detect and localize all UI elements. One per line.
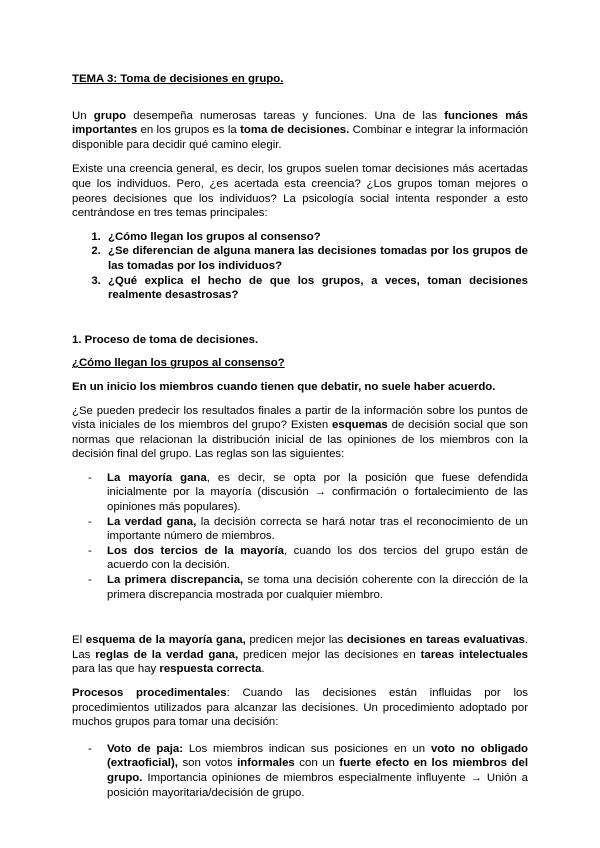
- rule-item: - La verdad gana, la decisión correcta se hará notar tras el reconocimiento de un importante número de miembros.: [72, 515, 528, 544]
- intro-paragraph-1: Un grupo desempeña numerosas tareas y funciones. Una de las funciones más importantes en los grupos es la toma de decisiones. Combinar e integrar la información disponible para decidir qué camino elegir.: [72, 109, 529, 151]
- document-title: TEMA 3: Toma de decisiones en grupo.: [72, 73, 284, 85]
- section-heading: 1. Proceso de toma de decisiones.: [72, 333, 259, 346]
- rule-item: - Los dos tercios de la mayoría, cuando los dos tercios del grupo están de acuerdo con la decisión.: [72, 544, 528, 573]
- intro-paragraph-2: Existe una creencia general, es decir, los grupos suelen tomar decisiones más acertadas que los individuos. Pero, ¿es acertada esta creencia? ¿Los grupos toman mejores o peores decisiones que los individuos? La psicología social intenta responder a esto centrándose en tres temas principales:: [72, 163, 528, 220]
- section-subheading: ¿Cómo llegan los grupos al consenso?: [72, 357, 285, 370]
- procedural-processes-paragraph: Procesos procedimentales: Cuando las decisiones están influidas por los procedimientos utilizados para alcanzar las decisiones. Un procedimiento adoptado por muchos grupos para tomar una decisión:: [72, 687, 529, 729]
- question-item: 3. ¿Qué explica el hecho de que los grupos, a veces, toman decisiones realmente desastrosas?: [104, 274, 528, 303]
- question-item: 2. ¿Se diferencian de alguna manera las decisiones tomadas por los grupos de las tomadas por los individuos?: [104, 244, 528, 273]
- questions-list: [72, 230, 528, 303]
- schemes-paragraph: ¿Se pueden predecir los resultados finales a partir de la información sobre los puntos de vista iniciales de los miembros del grupo? Existen esquemas de decisión social que son normas que relacionan la distribución inicial de las opiniones de los miembros con la decisión final del grupo. Las reglas son las siguientes:: [72, 404, 528, 461]
- procedures-list: [72, 742, 528, 800]
- rule-item: - La mayoría gana, es decir, se opta por la posición que fuese defendida inicialmente por la mayoría (discusión → confirmación o fortalecimiento de las opiniones más populares).: [72, 471, 528, 515]
- bold-statement: En un inicio los miembros cuando tienen que debatir, no suele haber acuerdo.: [72, 380, 496, 393]
- document-content: [72, 68, 528, 800]
- procedure-item: - Voto de paja: Los miembros indican sus posiciones en un voto no obligado (extraoficial), son votos informales con un fuerte efecto en los miembros del grupo. Importancia opiniones de miembros especialmente influyente → Unión a posición mayoritaria/decisión de grupo.: [72, 742, 528, 800]
- rule-item: - La primera discrepancia, se toma una decisión coherente con la dirección de la primera discrepancia mostrada por cualquier miembro.: [72, 573, 528, 602]
- schemes-prediction-paragraph: El esquema de la mayoría gana, predicen mejor las decisiones en tareas evaluativas. Las reglas de la verdad gana, predicen mejor las decisiones en tareas intelectuales para las que hay respuesta correcta.: [72, 634, 528, 676]
- question-item: 1. ¿Cómo llegan los grupos al consenso?: [104, 230, 528, 245]
- rules-list: [72, 471, 528, 602]
